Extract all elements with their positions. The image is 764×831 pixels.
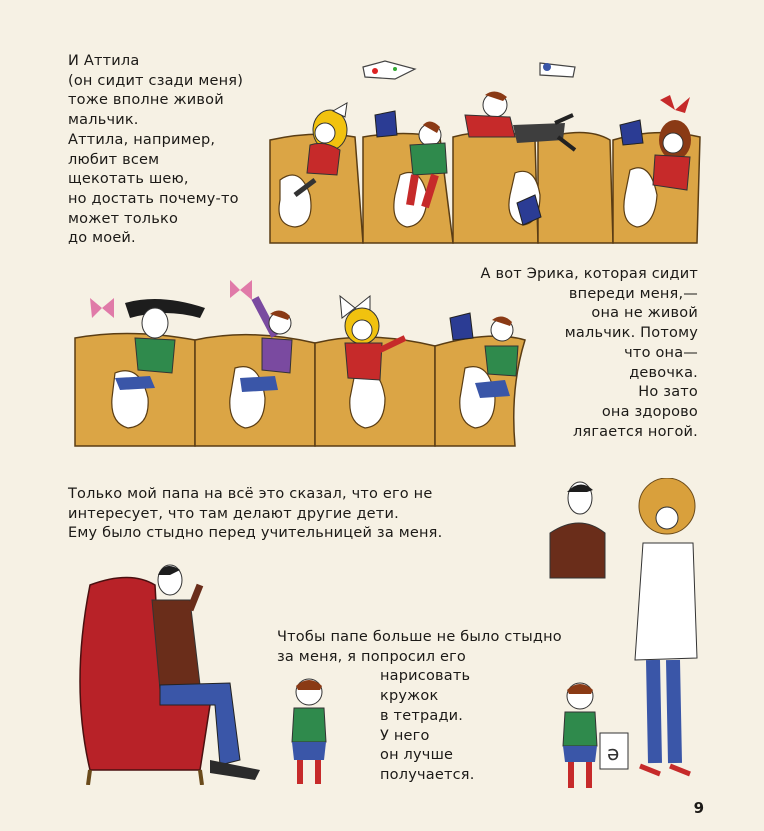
paper-plane-icon	[363, 61, 415, 79]
paper-plane-icon	[540, 63, 575, 77]
book-icon	[375, 111, 397, 137]
text-line: Чтобы папе больше не было стыдно	[277, 629, 562, 645]
svg-text:ə: ə	[607, 741, 620, 765]
text-line: девочка.	[629, 364, 698, 381]
text-line: за меня, я попросил его	[277, 648, 467, 665]
text-line: (он сидит сзади меня)	[68, 72, 244, 89]
text-line: Аттила, например,	[68, 131, 216, 148]
text-line: она не живой	[591, 305, 698, 322]
text-line: У него	[380, 727, 430, 744]
text-line: Только мой папа на всё это сказал, что его не	[68, 486, 433, 502]
text-line: впереди меня,—	[568, 285, 698, 302]
text-line: мальчик.	[68, 112, 139, 129]
boy-standing-illustration	[282, 672, 337, 792]
text-line: Но зато	[638, 384, 698, 401]
text-line: И Аттила	[68, 53, 140, 69]
text-line: что она—	[624, 344, 698, 361]
text-line: мальчик. Потому	[564, 325, 698, 342]
teacher-boy-illustration	[545, 478, 715, 796]
text-line: интересует, что там делают другие дети.	[68, 505, 399, 522]
text-line: нарисовать	[380, 668, 471, 685]
teacher-figure	[635, 478, 697, 774]
text-line: кружок	[380, 688, 439, 705]
man-bust-figure	[550, 482, 605, 578]
text-line: он лучше	[380, 747, 454, 764]
text-line: лягается ногой.	[572, 423, 698, 440]
text-line: может только	[68, 210, 179, 227]
boy-with-notebook-figure	[563, 683, 628, 788]
text-block-attila	[68, 52, 268, 249]
page-number: 9	[693, 799, 704, 817]
middle-desks-illustration	[70, 268, 530, 458]
papa-armchair-illustration	[60, 555, 285, 785]
text-line: любит всем	[68, 151, 160, 168]
text-line: А вот Эрика, которая сидит	[480, 266, 698, 282]
text-line: в тетради.	[380, 707, 464, 724]
text-line: но достать почему-то	[68, 190, 239, 207]
text-line: она здорово	[601, 403, 698, 420]
text-line: щекотать шею,	[68, 171, 189, 188]
text-line: Ему было стыдно перед учительницей за меня.	[68, 525, 443, 542]
top-desks-illustration	[255, 45, 715, 260]
text-block-papa	[68, 485, 488, 544]
text-line: тоже вполне живой	[68, 92, 224, 109]
text-line: получается.	[380, 766, 475, 783]
text-line: до моей.	[68, 230, 136, 247]
